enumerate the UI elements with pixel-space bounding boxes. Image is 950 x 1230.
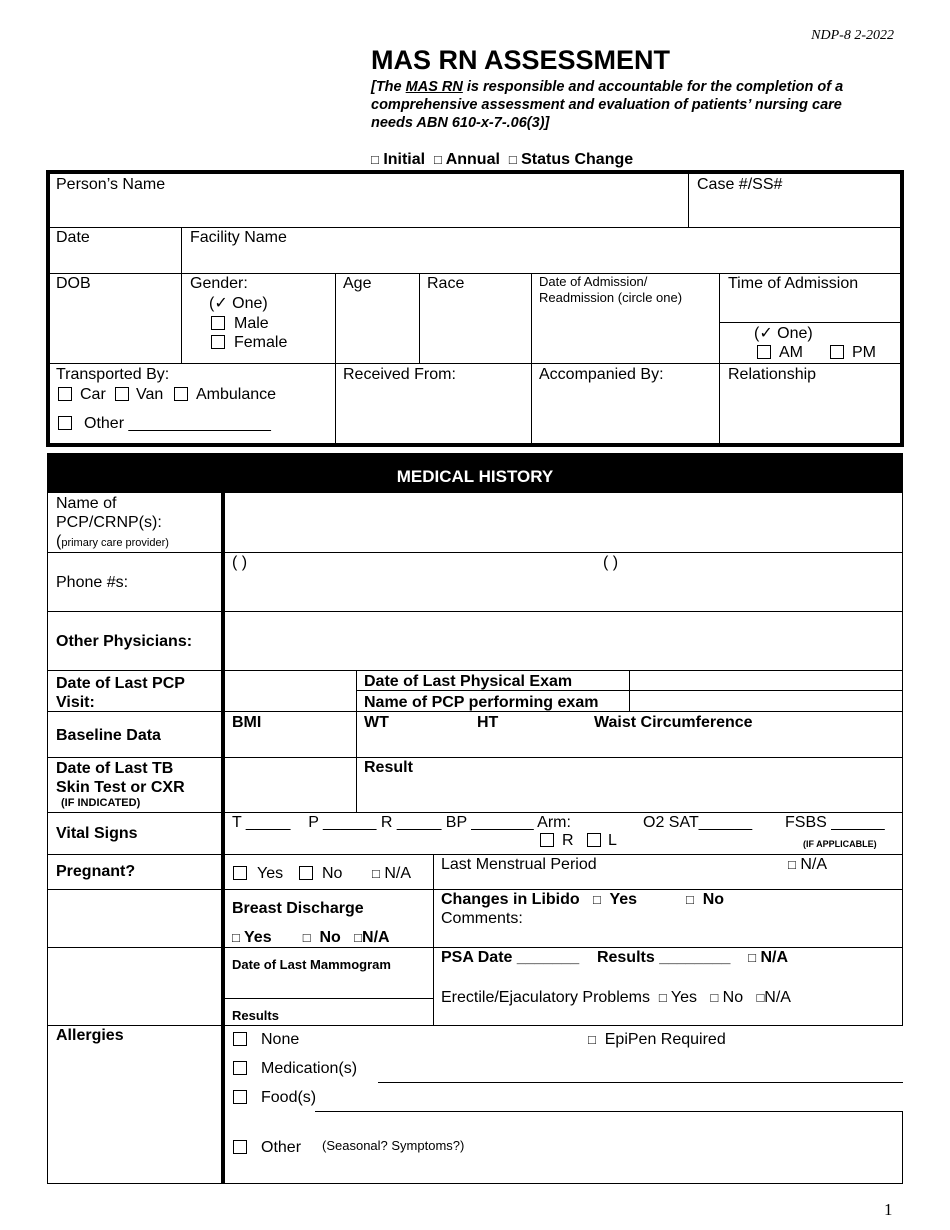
phone-label: Phone #s: [56,574,129,591]
other-transport-checkbox[interactable] [58,416,72,430]
date-label: Date [56,229,90,246]
fsbs-field[interactable]: FSBS ______ [785,814,885,831]
pregnant-na-option[interactable]: □ N/A [372,865,411,882]
tb-if-indicated: (IF INDICATED) [61,797,141,809]
vitals-fields[interactable]: T _____ P ______ R _____ BP _______ Arm: [232,814,571,831]
waist-circumference-label: Waist Circumference [594,714,753,731]
car-label: Car [80,386,106,403]
admission-box [46,170,904,447]
received-from-label: Received From: [343,366,456,383]
pregnant-no-checkbox[interactable] [299,866,313,880]
allergy-food-checkbox[interactable] [233,1090,247,1104]
pregnant-no-label: No [322,865,343,882]
van-checkbox[interactable] [115,387,129,401]
date-of-admission-label: Date of Admission/ Readmission (circle one) [539,274,683,305]
accompanied-by-label: Accompanied By: [539,366,664,383]
wt-label: WT [364,714,389,731]
epipen-option[interactable]: □ EpiPen Required [588,1031,726,1048]
female-label: Female [234,334,288,351]
car-checkbox[interactable] [58,387,72,401]
allergy-other-checkbox[interactable] [233,1140,247,1154]
pm-label: PM [852,344,876,361]
pregnant-yes-label: Yes [257,865,284,882]
baseline-data-label: Baseline Data [56,727,161,744]
allergy-food-label: Food(s) [261,1089,317,1106]
allergy-medication-label: Medication(s) [261,1060,358,1077]
allergy-none-checkbox[interactable] [233,1032,247,1046]
breast-discharge-options[interactable]: □ Yes □ No □N/A [232,929,390,946]
phone-2-field[interactable]: ( ) [603,554,619,571]
dob-label: DOB [56,275,91,292]
tb-result-label: Result [364,759,413,776]
breast-discharge-label: Breast Discharge [232,900,364,917]
lmp-na-option[interactable]: □ N/A [788,856,827,873]
option-status-change[interactable]: Status Change [521,151,634,168]
gender-label: Gender: [190,275,248,292]
option-annual[interactable]: Annual [445,151,500,168]
facility-name-label: Facility Name [190,229,287,246]
libido-row: Changes in Libido □ Yes □ No [441,891,725,908]
ambulance-checkbox[interactable] [174,387,188,401]
last-physical-exam-label: Date of Last Physical Exam [364,673,573,690]
van-label: Van [136,386,164,403]
pcp-label: Name of PCP/CRNP(s): (primary care provider) [56,495,169,550]
am-label: AM [779,344,803,361]
lmp-label: Last Menstrual Period [441,856,597,873]
erectile-na-option[interactable]: N/A [764,989,791,1006]
age-label: Age [343,275,372,292]
female-checkbox[interactable] [211,335,225,349]
gender-check-one: (✓ One) [209,295,268,312]
time-check-one: (✓ One) [754,325,813,342]
persons-name-label: Person’s Name [56,176,166,193]
if-applicable-note: (IF APPLICABLE) [803,839,877,849]
o2-sat-field[interactable]: O2 SAT______ [643,814,753,831]
ht-label: HT [477,714,499,731]
mammogram-results-label: Results [232,1008,279,1023]
pcp-performing-exam-label: Name of PCP performing exam [364,694,599,711]
arm-left-label: L [608,832,617,849]
race-label: Race [427,275,465,292]
last-pcp-visit-label: Date of Last PCP Visit: [56,675,185,711]
page-title: MAS RN ASSESSMENT [371,45,671,75]
other-physicians-label: Other Physicians: [56,633,193,650]
allergy-medication-checkbox[interactable] [233,1061,247,1075]
allergy-other-label: Other [261,1139,302,1156]
page-number: 1 [884,1200,893,1219]
other-transport-label: Other ________________ [84,415,271,432]
psa-results-field[interactable]: Results ________ [596,949,731,966]
arm-left-checkbox[interactable] [587,833,601,847]
am-checkbox[interactable] [757,345,771,359]
transported-by-label: Transported By: [56,366,170,383]
arm-right-label: R [562,832,574,849]
vital-signs-label: Vital Signs [56,825,138,842]
pregnant-label: Pregnant? [56,863,136,880]
case-ss-label: Case #/SS# [697,176,783,193]
medical-history-title: MEDICAL HISTORY [396,467,554,486]
psa-row: PSA Date _______ Results ________ □ N/A [441,949,789,966]
male-checkbox[interactable] [211,316,225,330]
psa-date-field[interactable]: PSA Date _______ [441,949,580,966]
ambulance-label: Ambulance [196,386,277,403]
allergies-label: Allergies [56,1027,124,1044]
erectile-yes-option[interactable]: Yes [670,989,697,1006]
libido-no-option[interactable]: No [702,891,725,908]
tb-test-label: Date of Last TB Skin Test or CXR [56,760,185,796]
time-of-admission-label: Time of Admission [728,275,859,292]
bmi-label: BMI [232,714,262,731]
comments-label: Comments: [441,910,523,927]
psa-na-option[interactable]: N/A [760,949,789,966]
form-subtitle: [The MAS RN is responsible and accountable for the completion of a comprehensive assessment and evaluation of patients’ nursing care needs ABN 610-x-7-.06(3)] [371,79,844,131]
allergy-none-label: None [261,1031,300,1048]
phone-1-field[interactable]: ( ) [232,554,248,571]
pregnant-yes-checkbox[interactable] [233,866,247,880]
option-initial[interactable]: Initial [383,151,426,168]
mammogram-label: Date of Last Mammogram [232,957,391,972]
relationship-label: Relationship [728,366,817,383]
pm-checkbox[interactable] [830,345,844,359]
erectile-no-option[interactable]: No [722,989,744,1006]
erectile-row: Erectile/Ejaculatory Problems □ Yes □ No □N/A [441,989,791,1006]
arm-right-checkbox[interactable] [540,833,554,847]
seasonal-note: (Seasonal? Symptoms?) [322,1138,465,1153]
form-code: NDP-8 2-2022 [811,28,894,43]
assessment-type-options: □ Initial □ Annual □ Status Change [371,151,634,168]
libido-yes-option[interactable]: Yes [609,891,638,908]
male-label: Male [234,315,269,332]
